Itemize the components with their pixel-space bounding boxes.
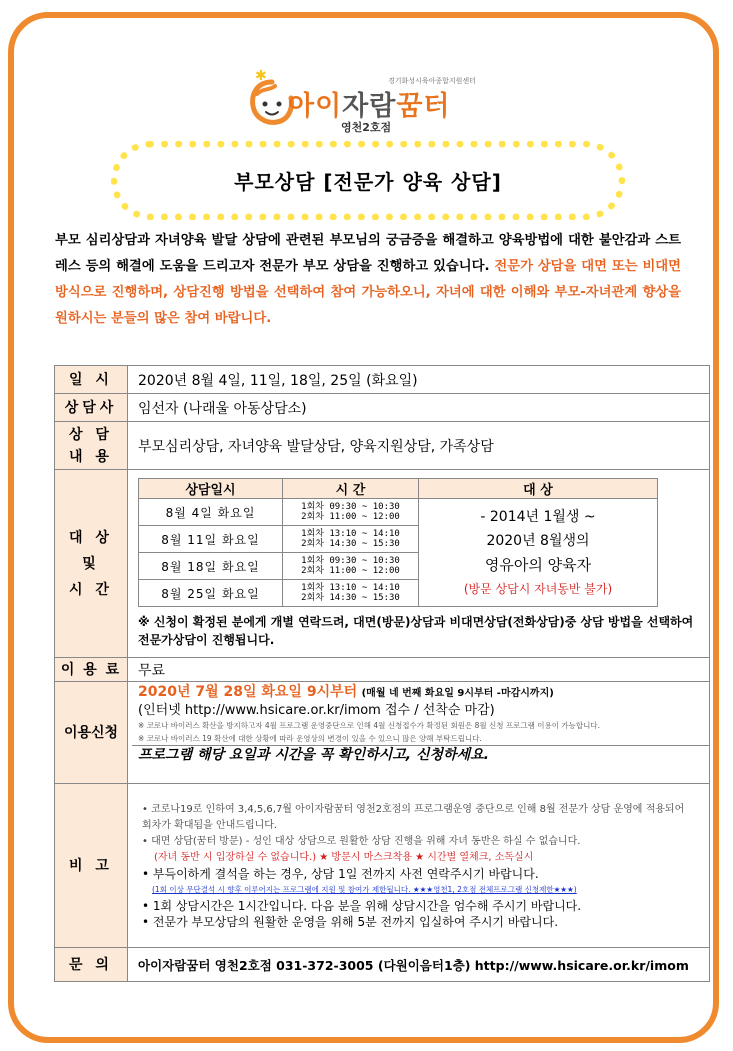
- contact-label: 문 의: [55, 948, 128, 982]
- note-cell: [128, 784, 710, 948]
- svg-text:✱: ✱: [255, 68, 267, 84]
- apply-emphasis: 프로그램 해당 요일과 시간을 꼭 확인하시고, 신청하세요.: [132, 745, 709, 764]
- schedule-table: [138, 478, 658, 607]
- page-title: 부모상담 [전문가 양육 상담]: [234, 170, 502, 194]
- apply-start-note: (매월 네 번째 화요일 9시부터 -마감시까지): [361, 688, 554, 699]
- apply-start: 2020년 7월 28일 화요일 9시부터: [138, 684, 358, 700]
- apply-note-1: ※ 코로나 바이러스 확산을 방지하고자 4월 프로그램 운영중단으로 인해 4월 신청접수가 확정된 회원은 8월 신청 프로그램 이용이 가능합니다.: [138, 721, 600, 730]
- schedule-header-time: 시 간: [283, 479, 419, 499]
- apply-note-2: ※ 코로나 바이러스 19 확산에 대한 상황에 따라 운영상의 변경이 있을 수 있으니 많은 양해 부탁드립니다.: [138, 734, 482, 743]
- note-5: • 전문가 부모상담의 원활한 운영을 위해 5분 전까지 입실하여 주시기 바랍니다.: [142, 914, 559, 929]
- logo-text: 아이자람꿈터: [288, 91, 451, 122]
- content-value: 부모심리상담, 자녀양육 발달상담, 양육지원상담, 가족상담: [128, 422, 710, 470]
- intro-paragraph: 부모 심리상담과 자녀양육 발달 상담에 관련된 부모님의 궁금증을 해결하고 양육방법에 대한 불안감과 스트레스 등의 해결에 도움을 드리고자 전문가 부모 상담을 진행하고 있습니다. 전문가 상담을 대면 또는 비대면 방식으로 진행하며, 상담진행 방법을 선택하여 참여 가능하오니, 자녀에 대한 이해와 부모-자녀관계 향상을 원하시는 분들의 많은 참여 바랍니다.: [55, 233, 681, 326]
- fee-label: 이 용 료: [55, 658, 128, 682]
- note-label: 비 고: [55, 784, 128, 948]
- note-2: • 대면 상담(꿈터 방문) - 성인 대상 상담으로 원활한 상담 진행을 위해 자녀 동반은 하실 수 없습니다.: [142, 835, 581, 847]
- table-row: 8월 4일 화요일 1회차 09:30 ~ 10:30 2회차 11:00 ~ 12:00 - 2014년 1월생 ~ 2020년 8월생의 영유아의 양육자 (방문 상담시 자녀동반 불가): [139, 499, 658, 526]
- schedule-notice: ※ 신청이 확정된 분에게 개별 연락드려, 대면(방문)상담과 비대면상담(전화상담)중 상담 방법을 선택하여 전문가상담이 진행됩니다.: [138, 615, 694, 647]
- branch-name: 영천2호점: [341, 121, 392, 134]
- center-name: 경기화성시육아종합지원센터: [388, 77, 476, 85]
- note-3: • 부득이하게 결석을 하는 경우, 상담 1일 전까지 사전 연락주시기 바랍니다.: [142, 866, 539, 881]
- table-row: 8월 11일 화요일 1회차 13:10 ~ 14:10 2회차 14:30 ~ 15:30: [139, 526, 658, 553]
- counselor-label: 상담사: [55, 394, 128, 422]
- apply-label: 이용신청: [55, 682, 128, 784]
- target-cell: [128, 470, 710, 658]
- table-row: 8월 18일 화요일 1회차 09:30 ~ 10:30 2회차 11:00 ~ 12:00: [139, 553, 658, 580]
- note-2-warning: (자녀 동반 시 입장하실 수 없습니다.) ★ 방문시 마스크착용 ★ 시간별 열체크, 소독실시: [154, 851, 534, 863]
- contact-value: 아이자람꿈터 영천2호점 031-372-3005 (다원이음터1층) http://www.hsicare.or.kr/imom: [128, 948, 710, 982]
- counselor-value: 임선자 (나래울 아동상담소): [128, 394, 710, 422]
- target-description: - 2014년 1월생 ~ 2020년 8월생의 영유아의 양육자 (방문 상담시 자녀동반 불가): [419, 499, 658, 607]
- date-value: 2020년 8월 4일, 11일, 18일, 25일 (화요일): [128, 366, 710, 394]
- info-table: [54, 365, 710, 982]
- note-3-warning: (1회 이상 무단결석 시 향후 이루어지는 프로그램에 지원 및 참여가 제한됩니다. ★★★영천1, 2호점 전체프로그램 신청제한★★★): [152, 884, 577, 894]
- content-label: 상 담 내 용: [55, 422, 128, 470]
- apply-cell: [128, 682, 710, 784]
- schedule-header-date: 상담일시: [139, 479, 283, 499]
- schedule-header-target: 대 상: [419, 479, 658, 499]
- target-label: 대 상 및 시 간: [55, 470, 128, 658]
- date-label: 일 시: [55, 366, 128, 394]
- table-row: 8월 25일 화요일 1회차 13:10 ~ 14:10 2회차 14:30 ~ 15:30: [139, 580, 658, 607]
- apply-method: (인터넷 http://www.hsicare.or.kr/imom 접수 / 선착순 마감): [138, 703, 495, 718]
- note-4: • 1회 상담시간은 1시간입니다. 다음 분을 위해 상담시간을 엄수해 주시기 바랍니다.: [142, 898, 582, 913]
- note-1: • 코로나19로 인하여 3,4,5,6,7월 아이자람꿈터 영천2호점의 프로그램운영 중단으로 인해 8월 전문가 상담 운영에 적용되어 회차가 확대됨을 안내드립니다.: [142, 803, 685, 831]
- fee-value: 무료: [128, 658, 710, 682]
